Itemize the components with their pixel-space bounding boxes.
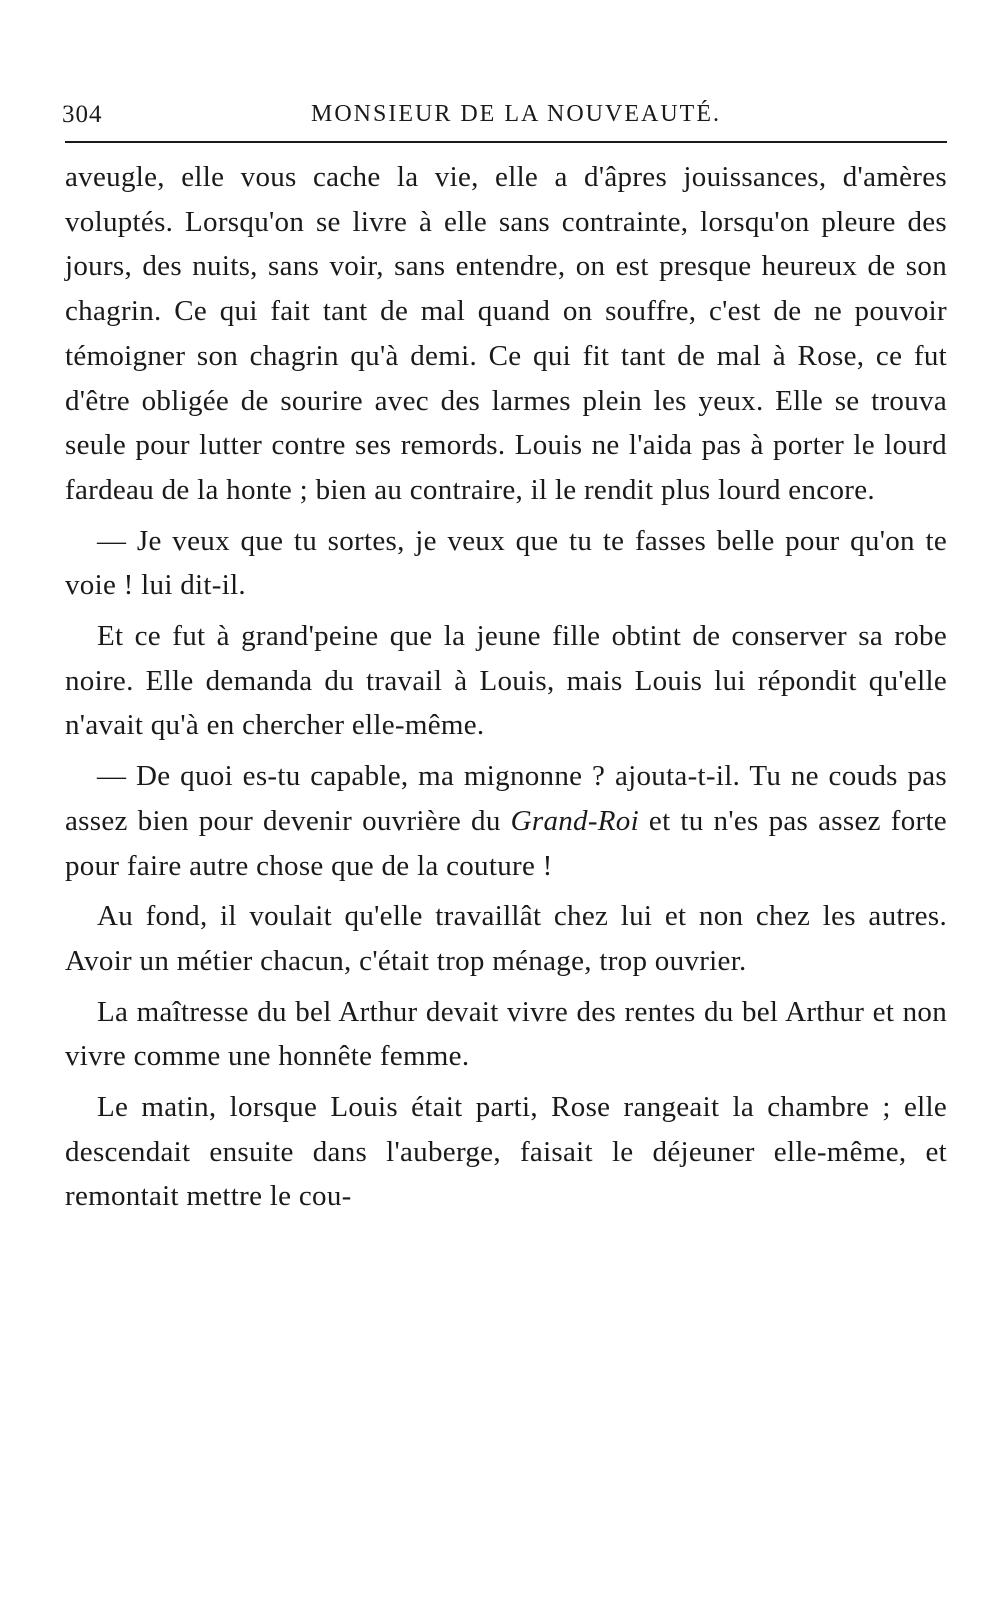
paragraph-continued: aveugle, elle vous cache la vie, elle a d'âpres jouissances, d'amères voluptés. Lorsqu'on se livre à elle sans contrainte, lorsqu'on pleure des jours, des nuits, sans voir, sans entendre, on est presque heureux de son chagrin. Ce qui fait tant de mal quand on souffre, c'est de ne pouvoir témoigner son chagrin qu'à demi. Ce qui fit tant de mal à Rose, ce fut d'être obligée de sourire avec des larmes plein les yeux. Elle se trouva seule pour lutter contre ses remords. Louis ne l'aida pas à porter le lourd fardeau de la honte ; bien au contraire, il le rendit plus lourd encore. xyxy=(65,161,947,506)
running-head xyxy=(62,95,947,143)
dialogue-text: et tu n'es pas assez forte pour faire autre chose que de la couture ! xyxy=(65,804,947,882)
paragraph: Le matin, lorsque Louis était parti, Rose rangeait la chambre ; elle descendait ensuite dans l'auberge, faisait le déjeuner elle-même, et remontait mettre le cou- xyxy=(65,1091,947,1213)
paragraph: Et ce fut à grand'peine que la jeune fille obtint de conserver sa robe noire. Elle demanda du travail à Louis, mais Louis lui répondit qu'elle n'avait qu'à en chercher elle-même. xyxy=(65,620,947,742)
dialogue-text: — De quoi es-tu capable, ma mignonne ? ajouta-t-il. Tu ne couds pas assez bien pour devenir ouvrière du xyxy=(65,760,947,837)
book-page xyxy=(62,95,947,1219)
paragraph: Au fond, il voulait qu'elle travaillât chez lui et non chez les autres. Avoir un métier chacun, c'était trop ménage, trop ouvrier. xyxy=(65,900,947,977)
paragraph: La maîtresse du bel Arthur devait vivre des rentes du bel Arthur et non vivre comme une honnête femme. xyxy=(65,995,947,1073)
italic-shop-name: Grand-Roi xyxy=(510,804,639,837)
body-text xyxy=(65,155,947,1219)
running-title: MONSIEUR DE LA NOUVEAUTÉ. xyxy=(311,101,721,127)
paragraph-dialogue xyxy=(65,754,947,888)
paragraph-dialogue: — Je veux que tu sortes, je veux que tu te fasses belle pour qu'on te voie ! lui dit-il. xyxy=(65,524,947,602)
page-number: 304 xyxy=(62,101,103,128)
